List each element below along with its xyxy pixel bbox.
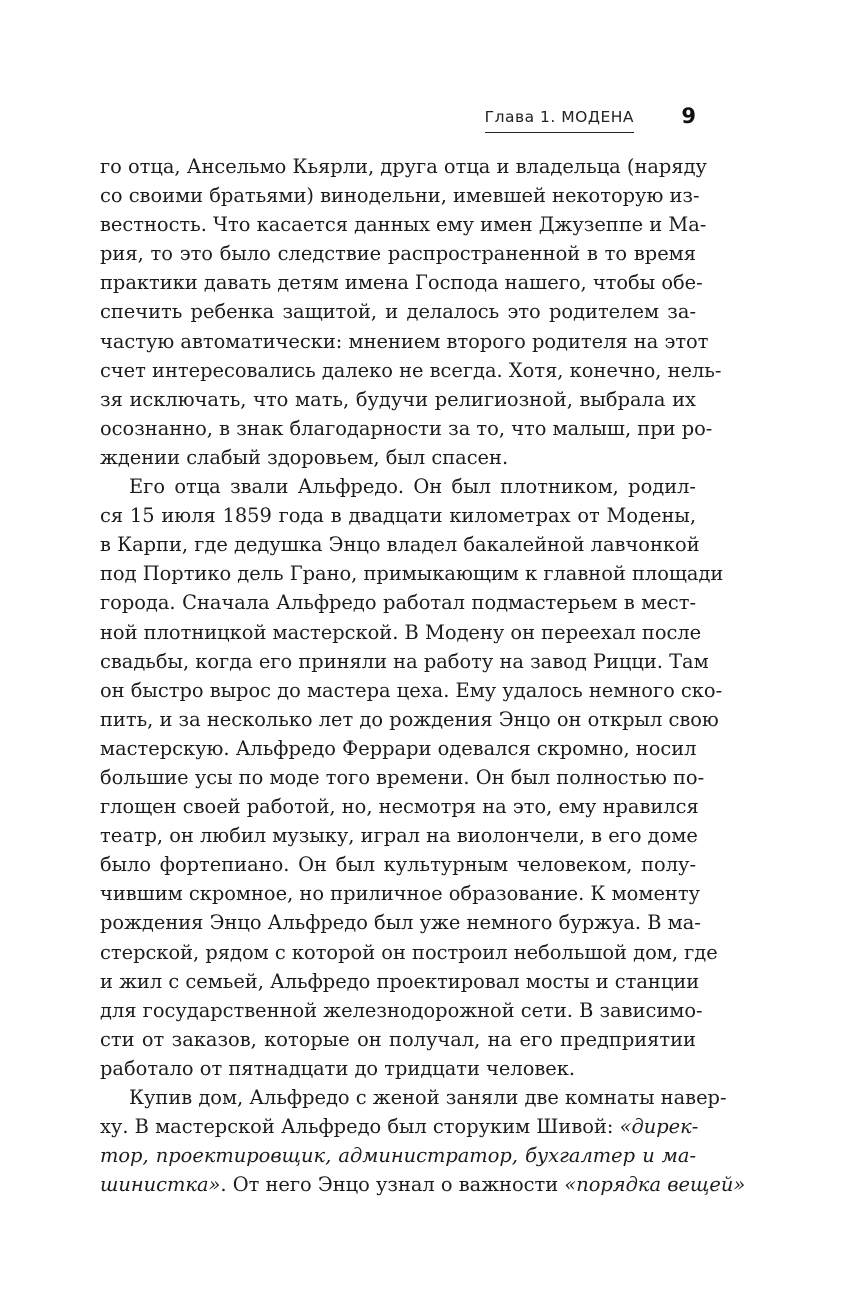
italic-line: тор, проектировщик, администратор, бухгалтер и ма-	[100, 1144, 696, 1168]
text-line	[100, 1112, 699, 1141]
text-line: чившим скромное, но приличное образование. К моменту	[100, 882, 700, 906]
italic-quote: «порядка вещей»	[564, 1173, 746, 1197]
text-line: ся 15 июля 1859 года в двадцати километрах от Модены,	[100, 504, 696, 528]
text-line: под Портико дель Грано, примыкающим к главной площади	[100, 562, 724, 586]
text-line: большие усы по моде того времени. Он был полностью по-	[100, 765, 705, 789]
text-line: города. Сначала Альфредо работал подмастерьем в мест-	[100, 591, 696, 615]
running-head: Глава 1. МОДЕНА	[485, 108, 634, 133]
text-segment: . От него Энцо узнал о важности	[220, 1173, 559, 1197]
paragraph-start: Его отца звали Альфредо. Он был плотником, родил-	[129, 475, 696, 499]
text-line: для государственной железнодорожной сети. В зависимо-	[100, 998, 703, 1022]
text-line: стерской, рядом с которой он построил небольшой дом, где	[100, 940, 718, 964]
text-line: мастерскую. Альфредо Феррари одевался скромно, носил	[100, 736, 697, 760]
text-line: спечить ребенка защитой, и делалось это родителем за-	[100, 300, 696, 324]
text-line	[100, 1170, 746, 1199]
text-line: осознанно, в знак благодарности за то, что малыш, при ро-	[100, 416, 713, 440]
text-line: со своими братьями) винодельни, имевшей некоторую из-	[100, 184, 700, 208]
text-line: ждении слабый здоровьем, был спасен.	[100, 445, 509, 469]
text-line: в Карпи, где дедушка Энцо владел бакалейной лавчонкой	[100, 533, 700, 557]
text-line: практики давать детям имена Господа нашего, чтобы обе-	[100, 271, 703, 295]
text-line: зя исключать, что мать, будучи религиозной, выбрала их	[100, 387, 696, 411]
text-line: театр, он любил музыку, играл на виолончели, в его доме	[100, 824, 698, 848]
paragraph-start: Купив дом, Альфредо с женой заняли две комнаты навер-	[129, 1086, 727, 1109]
text-line: сти от заказов, которые он получал, на его предприятии	[100, 1027, 696, 1051]
text-line: рождения Энцо Альфредо был уже немного буржуа. В ма-	[100, 911, 701, 935]
text-line: пить, и за несколько лет до рождения Энцо он открыл свою	[100, 707, 719, 731]
text-line: глощен своей работой, но, несмотря на это, ему нравился	[100, 795, 699, 819]
text-line: частую автоматически: мнением второго родителя на этот	[100, 329, 709, 353]
text-segment: ху. В мастерской Альфредо был сторуким Шивой:	[100, 1115, 614, 1139]
text-line: он быстро вырос до мастера цеха. Ему удалось немного ско-	[100, 678, 723, 702]
text-line: рия, то это было следствие распространенной в то время	[100, 242, 696, 266]
page-header	[100, 104, 696, 140]
text-line: работало от пятнадцати до тридцати человек.	[100, 1056, 576, 1080]
page-number: 9	[681, 104, 696, 128]
italic-quote: шинистка»	[100, 1173, 221, 1197]
text-line: было фортепиано. Он был культурным человеком, полу-	[100, 853, 696, 877]
text-line: и жил с семьей, Альфредо проектировал мосты и станции	[100, 969, 700, 993]
text-line: ной плотницкой мастерской. В Модену он переехал после	[100, 620, 702, 644]
italic-quote: «дирек-	[619, 1115, 699, 1139]
text-line: свадьбы, когда его приняли на работу на завод Рицци. Там	[100, 649, 709, 673]
text-line: вестность. Что касается данных ему имен Джузеппе и Ма-	[100, 213, 707, 237]
text-line: го отца, Ансельмо Кьярли, друга отца и владельца (наряду	[100, 155, 707, 178]
body-text	[100, 152, 746, 1199]
text-line: счет интересовались далеко не всегда. Хотя, конечно, нель-	[100, 358, 722, 382]
